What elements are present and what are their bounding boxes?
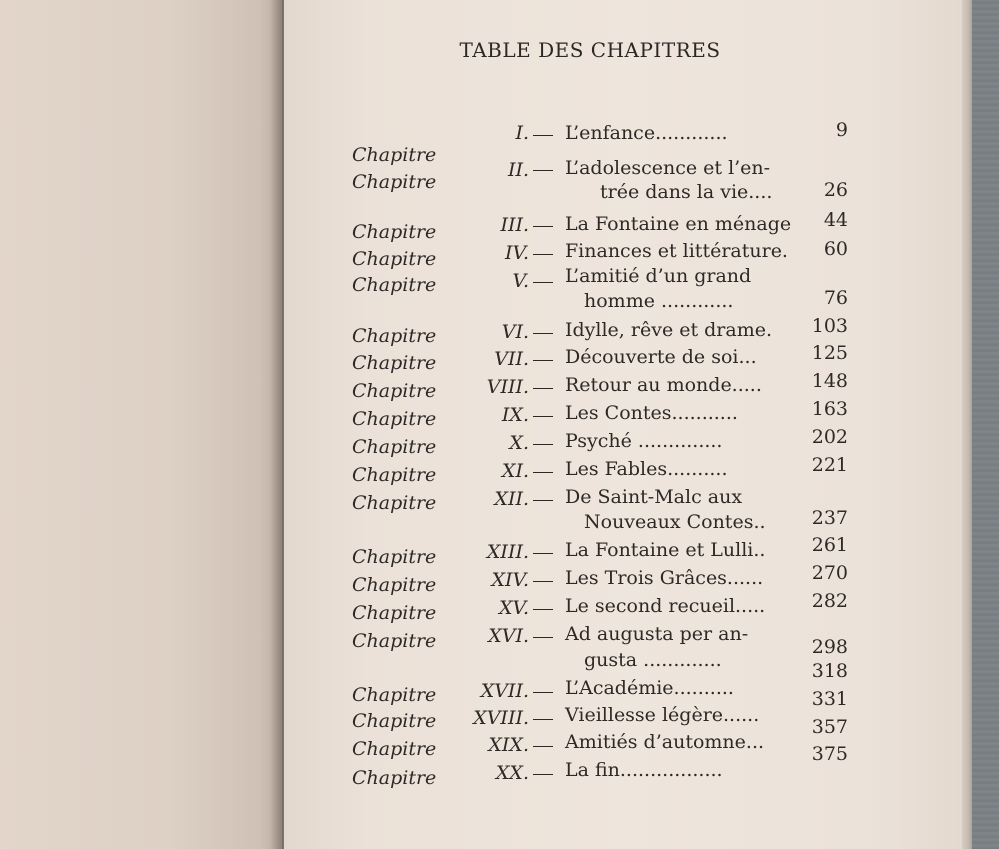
toc-entry	[0, 590, 999, 624]
chapter-numeral: XI.	[501, 460, 529, 482]
dash	[533, 226, 553, 227]
chapter-numeral: IV.	[505, 242, 529, 264]
toc-entry	[0, 534, 999, 568]
chapter-numeral: XVIII.	[473, 707, 529, 729]
chapter-title: De Saint-Malc aux	[565, 486, 743, 508]
chapter-title: Retour au monde.....	[565, 374, 762, 396]
page-title: TABLE DES CHAPITRES	[459, 38, 721, 62]
dash	[533, 282, 553, 283]
toc-entry	[0, 119, 999, 166]
chapter-title: Découverte de soi...	[565, 346, 757, 368]
chapter-numeral: XV.	[499, 597, 529, 619]
chapter-numeral: X.	[509, 432, 529, 454]
chapter-title-continued: trée dans la vie....	[600, 181, 773, 203]
chapter-label: Chapitre	[352, 171, 437, 193]
dash	[533, 444, 553, 445]
toc-entry	[0, 265, 999, 312]
toc-entry	[0, 454, 999, 486]
chapter-label: Chapitre	[352, 546, 437, 568]
toc-entry	[0, 342, 999, 374]
chapter-label: Chapitre	[352, 248, 437, 270]
dash	[533, 719, 553, 720]
dash	[533, 746, 553, 747]
toc-entry	[0, 157, 999, 203]
page-number: 270	[811, 562, 848, 584]
dash	[533, 360, 553, 361]
page-number: 125	[811, 342, 848, 364]
chapter-label: Chapitre	[352, 325, 437, 347]
chapter-label: Chapitre	[352, 767, 437, 789]
chapter-title: La Fontaine en ménage	[565, 213, 792, 235]
page-number: 163	[811, 398, 848, 420]
chapter-title-continued: Nouveaux Contes..	[584, 511, 766, 533]
toc-entry	[0, 238, 999, 270]
toc-entry	[0, 398, 999, 430]
chapter-label: Chapitre	[352, 684, 437, 706]
chapter-numeral: IX.	[501, 404, 529, 426]
chapter-label: Chapitre	[352, 408, 437, 430]
chapter-title: La Fontaine et Lulli..	[565, 539, 766, 561]
toc-entry	[0, 426, 999, 458]
dash	[533, 692, 553, 693]
dash	[533, 170, 553, 171]
chapter-title: Les Contes...........	[565, 402, 738, 424]
chapter-numeral: XII.	[494, 488, 529, 510]
page-number: 375	[811, 743, 848, 765]
page-number: 331	[811, 688, 848, 710]
chapter-title: L’adolescence et l’en-	[565, 157, 771, 179]
toc-entry	[0, 370, 999, 402]
chapter-numeral: XIX.	[488, 734, 529, 756]
page-number: 221	[811, 454, 848, 476]
page-number: 26	[823, 179, 848, 201]
toc-entry	[0, 315, 999, 347]
page-number: 357	[811, 716, 848, 738]
chapter-numeral: III.	[500, 214, 529, 236]
chapter-numeral: VII.	[494, 348, 529, 370]
chapter-title: Les Fables..........	[565, 458, 728, 480]
chapter-title: Ad augusta per an-	[565, 623, 749, 645]
chapter-label: Chapitre	[352, 492, 437, 514]
chapter-numeral: XVII.	[480, 680, 529, 702]
page-number: 9	[835, 119, 848, 141]
chapter-title: Amitiés d’automne...	[565, 731, 765, 753]
chapter-title-continued: gusta .............	[584, 649, 722, 671]
chapter-label: Chapitre	[352, 602, 437, 624]
dash	[533, 553, 553, 554]
chapter-numeral: VIII.	[486, 376, 529, 398]
chapter-numeral: XX.	[495, 762, 529, 784]
dash	[533, 135, 553, 136]
toc-entry	[0, 209, 999, 243]
toc-entry	[0, 485, 999, 533]
chapter-title: L’amitié d’un grand	[565, 265, 752, 287]
dash	[533, 254, 553, 255]
chapter-title: Les Trois Grâces......	[565, 567, 764, 589]
chapter-title: Le second recueil.....	[565, 595, 766, 617]
page-number: 318	[811, 660, 848, 682]
dash	[533, 500, 553, 501]
chapter-numeral: II.	[507, 159, 529, 181]
chapter-title-continued: homme ............	[584, 290, 734, 312]
chapter-label: Chapitre	[352, 738, 437, 760]
chapter-label: Chapitre	[352, 574, 437, 596]
chapter-title: Vieillesse légère......	[565, 704, 760, 726]
chapter-label: Chapitre	[352, 464, 437, 486]
chapter-numeral: VI.	[501, 321, 529, 343]
chapter-label: Chapitre	[352, 380, 437, 402]
dash	[533, 416, 553, 417]
chapter-title: La fin.................	[565, 759, 723, 781]
dash	[533, 581, 553, 582]
chapter-title: Finances et littérature.	[565, 240, 788, 262]
page-number: 44	[823, 209, 848, 231]
dash	[533, 774, 553, 775]
page-number: 282	[811, 590, 848, 612]
dash	[533, 609, 553, 610]
chapter-numeral: XIII.	[486, 541, 529, 563]
page-number: 103	[811, 315, 848, 337]
page-number: 76	[823, 287, 848, 309]
dash	[533, 333, 553, 334]
page-number: 148	[811, 370, 848, 392]
chapter-label: Chapitre	[352, 274, 437, 296]
chapter-label: Chapitre	[352, 144, 437, 166]
dash	[533, 388, 553, 389]
chapter-title: L’enfance............	[565, 122, 728, 144]
chapter-label: Chapitre	[352, 221, 437, 243]
page-number: 60	[823, 238, 848, 260]
page-number: 261	[811, 534, 848, 556]
page-number: 298	[811, 636, 848, 658]
dash	[533, 637, 553, 638]
dash	[533, 472, 553, 473]
chapter-numeral: V.	[512, 270, 529, 292]
chapter-label: Chapitre	[352, 630, 437, 652]
chapter-label: Chapitre	[352, 436, 437, 458]
chapter-title: Idylle, rêve et drame.	[565, 319, 773, 341]
page-number: 237	[811, 507, 848, 529]
chapter-numeral: XVI.	[488, 625, 529, 647]
chapter-numeral: XIV.	[491, 569, 529, 591]
chapter-title: L’Académie..........	[565, 677, 734, 699]
page-number: 202	[811, 426, 848, 448]
chapter-numeral: I.	[515, 122, 529, 144]
chapter-label: Chapitre	[352, 352, 437, 374]
chapter-label: Chapitre	[352, 710, 437, 732]
chapter-title: Psyché ..............	[565, 430, 723, 452]
toc-entry	[0, 562, 999, 596]
